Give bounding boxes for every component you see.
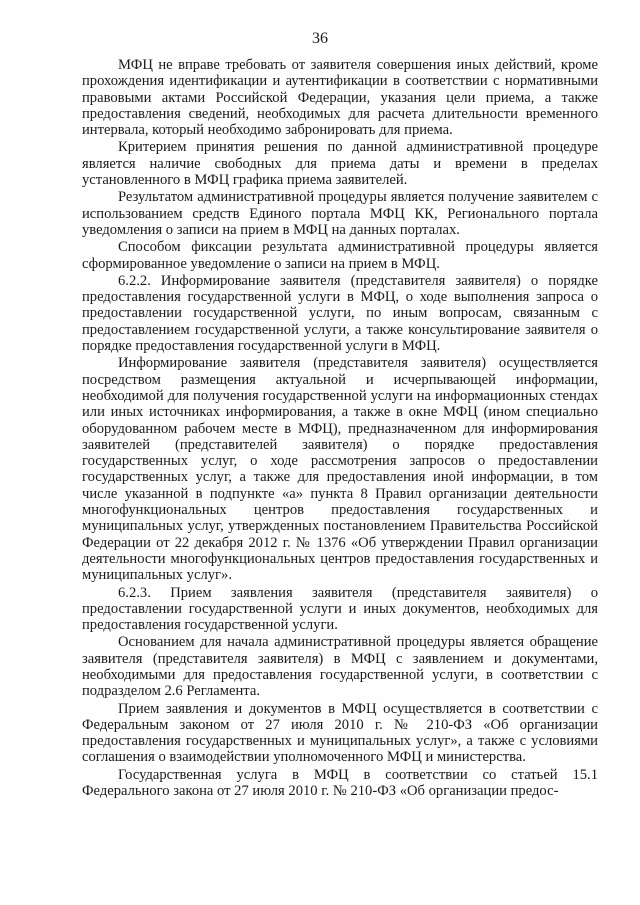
paragraph-service-in-mfc: Государственная услуга в МФЦ в соответствии со статьей 15.1 Федерального закона от 27 июля 2010 г. № 210-ФЗ «Об организации предос- [82,766,598,800]
paragraph-document-acceptance: Прием заявления и документов в МФЦ осуществляется в соответствии с Федеральным законом от 27 июля 2010 г. № 210-ФЗ «Об организации предоставления государственных и муниципальных услуг», а также с условиями соглашения о взаимодействии уполномоченного МФЦ и министерства. [82,700,598,766]
paragraph-result-fixation: Способом фиксации результата административной процедуры является сформированное уведомление о записи на прием в МФЦ. [82,239,598,272]
paragraph-section-6-2-3: 6.2.3. Прием заявления заявителя (представителя заявителя) о предоставлении государственной услуги и иных документов, необходимых для предоставления государственной услуги. [82,584,598,634]
paragraph-informing: Информирование заявителя (представителя заявителя) осуществляется посредством размещения актуальной и исчерпывающей информации, необходимой для получения государственной услуги на информационных стендах или иных источниках информирования, а также в окне МФЦ (ином специально оборудованном рабочем месте в МФЦ), предназначенном для информирования заявителей (представителей заявителя) о порядке предоставления государственных услуг, о ходе рассмотрения запросов о предоставлении государственных услуг, а также для предоставления иной информации, в том числе указанной в подпункте «а» пункта 8 Правил организации деятельности многофункциональных центров предоставления государственных и муниципальных услуг, утвержденных постановлением Правительства Российской Федерации от 22 декабря 2012 г. № 1376 «Об утверждении Правил организации деятельности многофункциональных центров предоставления государственных и муниципальных услуг». [82,355,598,584]
paragraph-section-6-2-2: 6.2.2. Информирование заявителя (представителя заявителя) о порядке предоставления государственной услуги в МФЦ, о ходе выполнения запроса о предоставлении государственной услуги, по иным вопросам, связанным с предоставлением государственной услуги, а также консультирование заявителя о порядке предоставления государственной услуги в МФЦ. [82,272,598,355]
paragraph-decision-criterion: Критерием принятия решения по данной административной процедуре является наличие свободных для приема даты и времени в пределах установленного в МФЦ графика приема заявителей. [82,139,598,189]
paragraph-procedure-basis: Основанием для начала административной процедуры является обращение заявителя (представителя заявителя) в МФЦ с заявлением и документами, необходимыми для предоставления государственной услуги, в соответствии с подразделом 2.6 Регламента. [82,634,598,700]
paragraph-mfc-requirements: МФЦ не вправе требовать от заявителя совершения иных действий, кроме прохождения идентификации и аутентификации в соответствии с нормативными правовыми актами Российской Федерации, указания цели приема, а также предоставления сведений, необходимых для расчета длительности временного интервала, который необходимо забронировать для приема. [82,57,598,139]
paragraph-procedure-result: Результатом административной процедуры является получение заявителем с использованием средств Единого портала МФЦ КК, Регионального портала уведомления о записи на прием в МФЦ на данных порталах. [82,189,598,238]
document-body [82,57,598,800]
page-number: 36 [312,30,328,47]
